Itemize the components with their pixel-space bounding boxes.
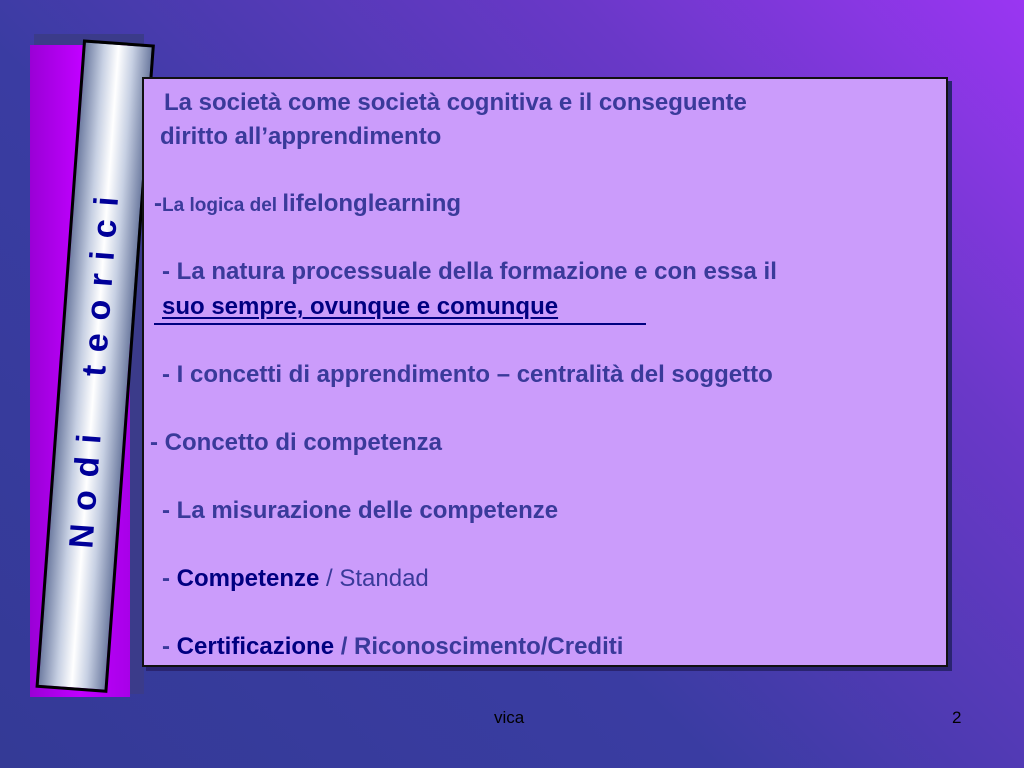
item-1-line-2: diritto all’apprendimento [160, 123, 442, 150]
item-7-strong: Competenze [176, 565, 320, 592]
item-6: - La misurazione delle competenze [162, 497, 559, 524]
item-2-keyword: lifelonglearning [282, 190, 462, 217]
item-7 [162, 565, 429, 593]
item-7-dash: - [162, 565, 177, 592]
item-2-prefix: La logica del [162, 195, 283, 216]
item-3-line-1: - La natura processuale della formazione e con essa il [162, 258, 777, 285]
item-8-dash: - [162, 633, 177, 660]
item-8 [162, 633, 623, 661]
item-1-line-1: La società come società cognitiva e il conseguente [164, 89, 747, 116]
item-2-dash: - [154, 190, 162, 217]
footer-label: vica [494, 708, 525, 727]
item-8-strong: Certificazione [176, 633, 335, 660]
item-3-underlined: suo sempre, ovunque e comunque [162, 293, 559, 320]
item-8-rest: / Riconoscimento/Crediti [334, 633, 624, 660]
item-3-underline-rule [154, 323, 646, 325]
side-title: Nodi teorici [62, 182, 128, 550]
page-number: 2 [952, 708, 962, 727]
item-7-rest: / Standad [319, 565, 429, 592]
item-5: - Concetto di competenza [150, 429, 443, 456]
item-3-line-2 [162, 293, 558, 321]
content-box [142, 77, 948, 667]
item-4: - I concetti di apprendimento – centralità del soggetto [162, 361, 773, 388]
item-2 [154, 190, 461, 218]
